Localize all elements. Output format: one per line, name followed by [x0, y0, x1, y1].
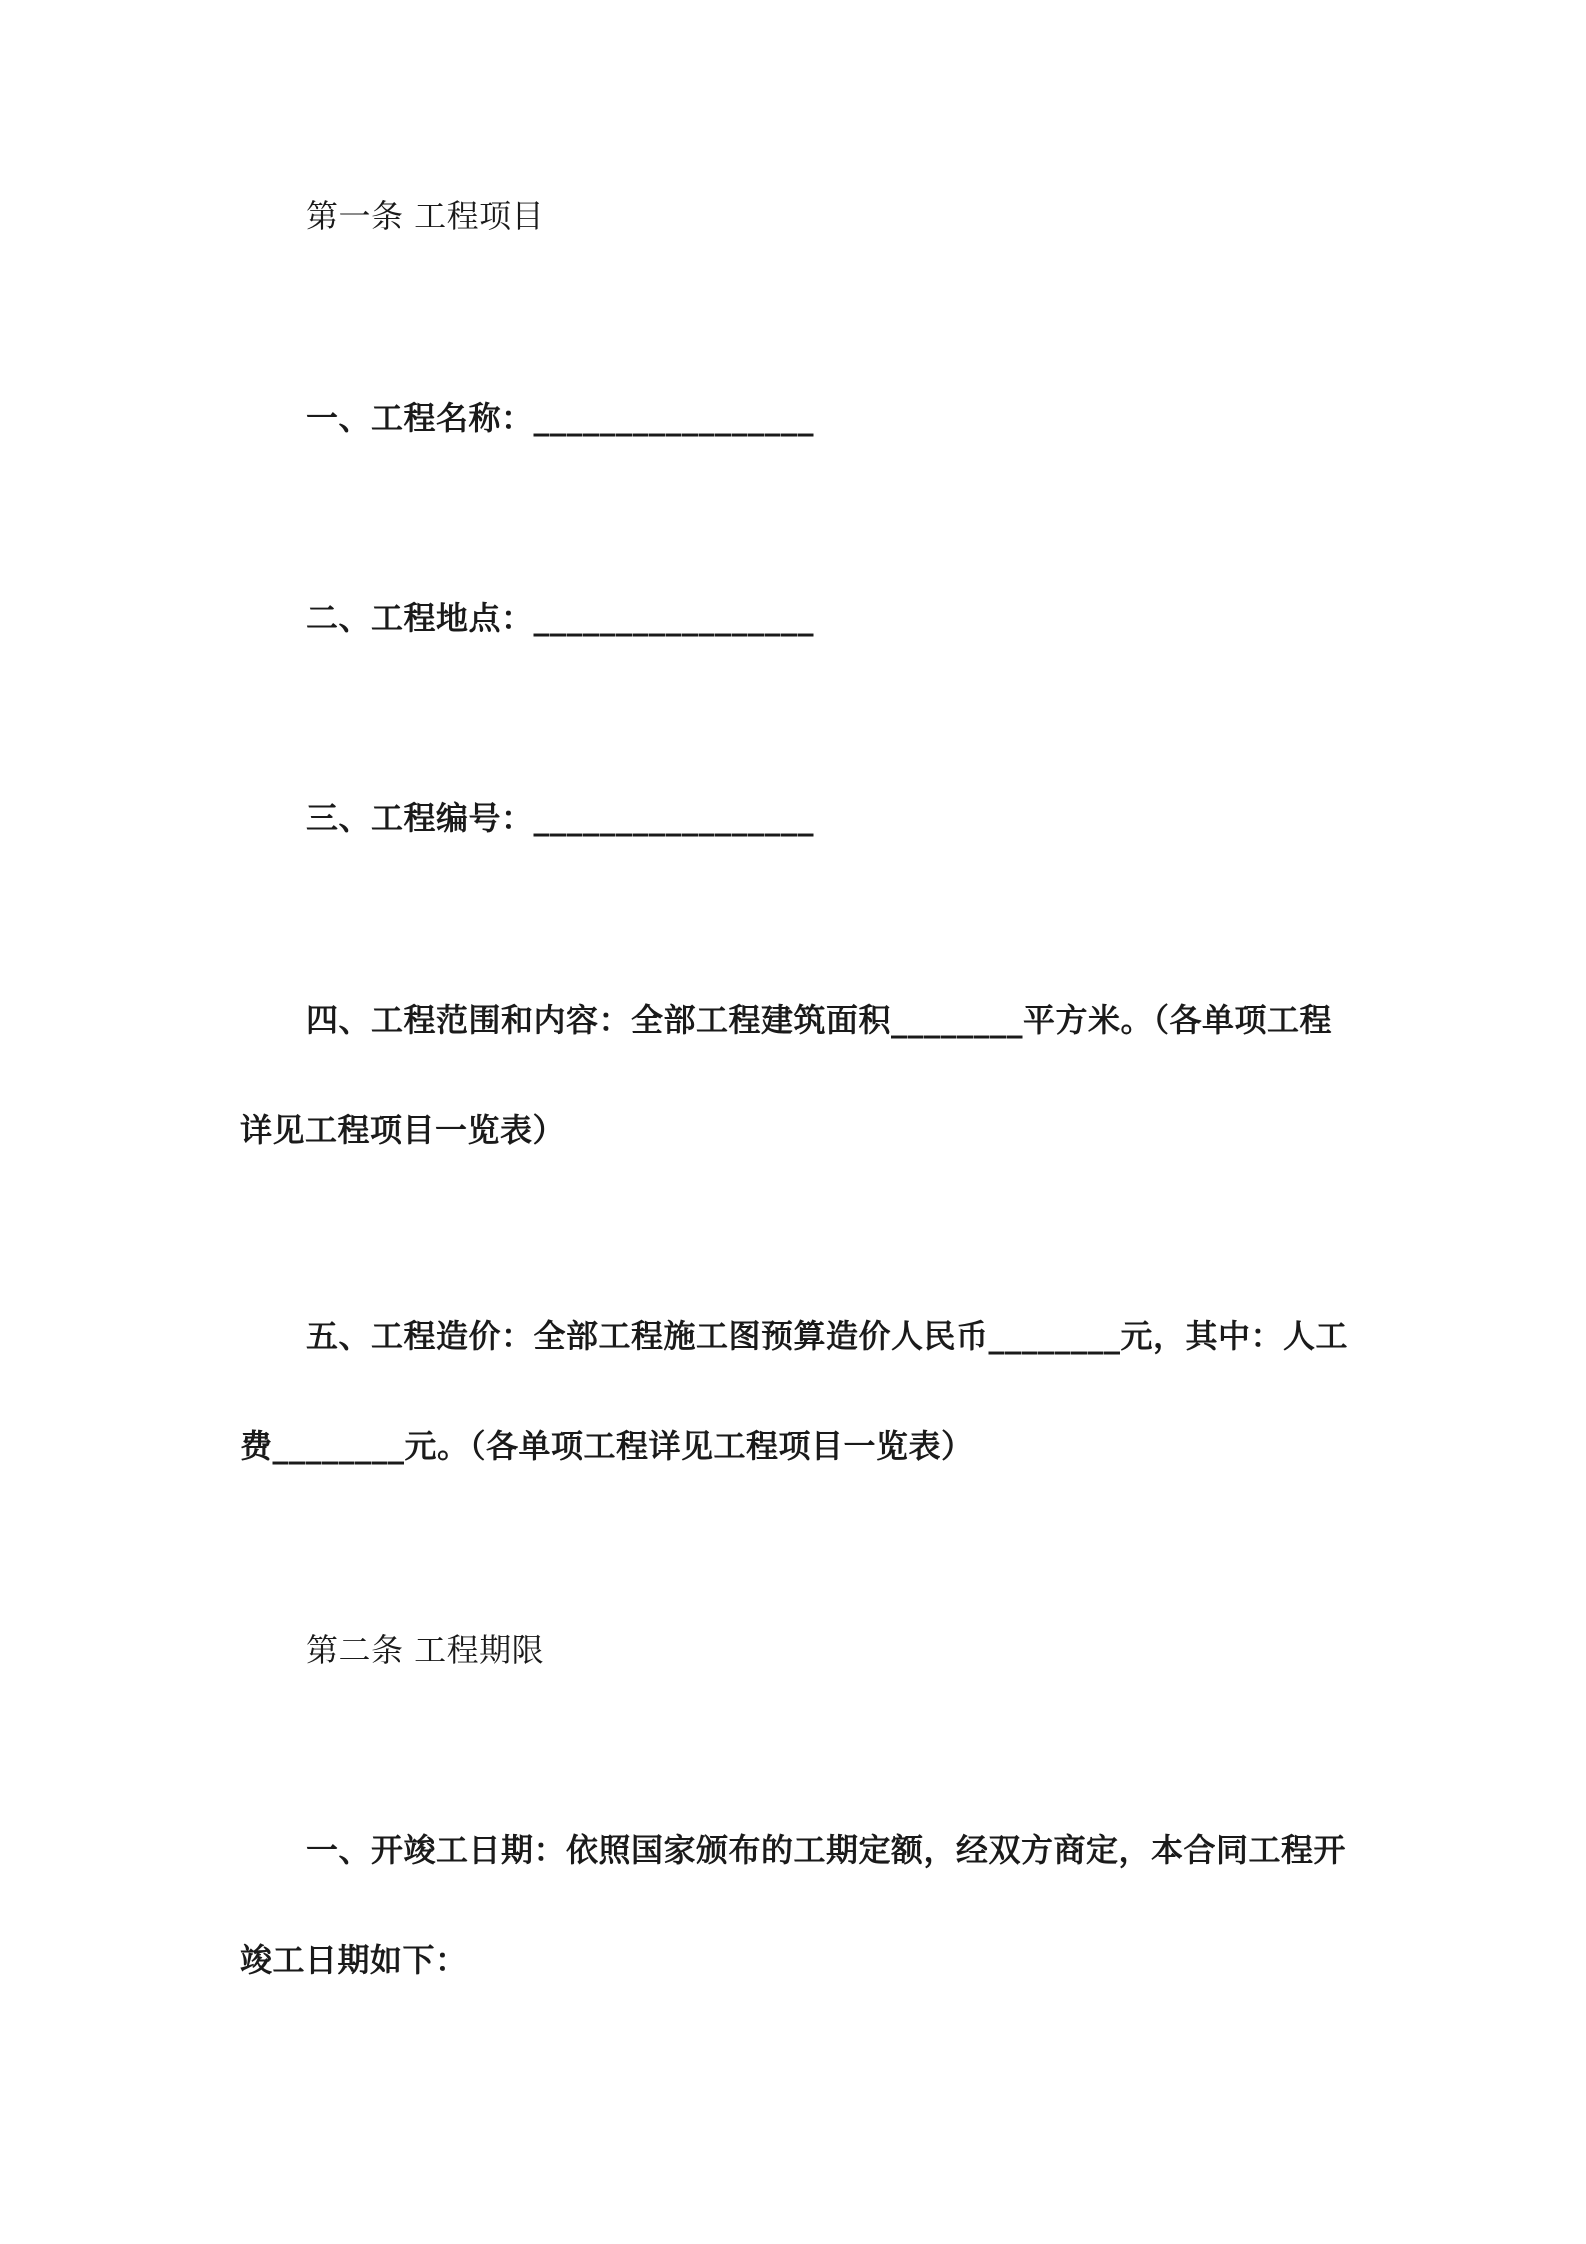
project-cost-line-2: 费________元。（各单项工程详见工程项目一览表）: [240, 1427, 974, 1465]
project-scope-line-2: 详见工程项目一览表）: [240, 1111, 566, 1149]
project-location-line: 二、工程地点：_________________: [306, 599, 815, 637]
project-name-line: 一、工程名称：_________________: [306, 399, 815, 437]
project-scope-line-1: 四、工程范围和内容：全部工程建筑面积________平方米。（各单项工程: [306, 1001, 1333, 1039]
project-cost-line-1: 五、工程造价：全部工程施工图预算造价人民币________元，其中：人工: [306, 1317, 1349, 1355]
schedule-line-1: 一、开竣工日期：依照国家颁布的工期定额，经双方商定，本合同工程开: [306, 1831, 1347, 1869]
article-1-heading: 第一条 工程项目: [306, 197, 545, 235]
schedule-line-2: 竣工日期如下：: [240, 1941, 468, 1979]
project-number-line: 三、工程编号：_________________: [306, 799, 815, 837]
article-2-heading: 第二条 工程期限: [306, 1631, 545, 1669]
